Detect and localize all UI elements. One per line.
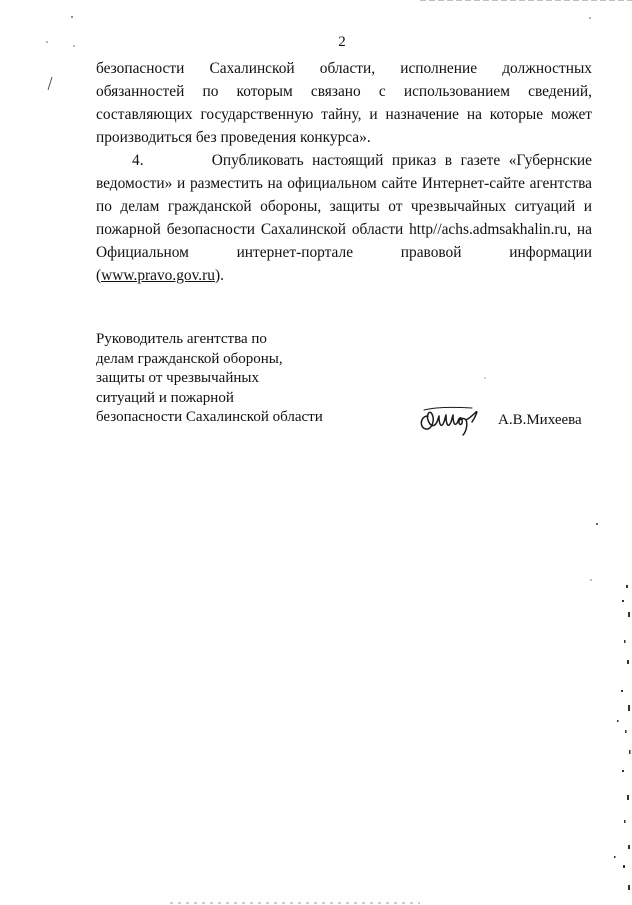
signatory-title-line: безопасности Сахалинской области [96, 409, 323, 425]
handwritten-signature [416, 402, 490, 436]
paragraph-text: безопасности Сахалинской области, исполнение должностных обязанностей по которым связано с использованием сведений, составляющих государственную тайну, и назначение на которые может производиться без проведения конкурса». [96, 60, 592, 146]
paragraph-continuation [96, 57, 592, 149]
pravo-gov-link[interactable]: www.pravo.gov.ru [101, 267, 215, 284]
signer-name: А.В.Михеева [498, 412, 582, 428]
signatory-title-line: Руководитель агентства по [96, 331, 267, 347]
paragraph-text: 4. Опубликовать настоящий приказ в газете «Губернские ведомости» и разместить на официальном сайте Интернет-сайте агентства по делам гражданской обороны, защиты от чрезвычайных ситуаций и пожарной безопасности Сахалинской области http//achs.admsakhalin.ru, на Официальном интернет-портале правовой информации ( [96, 152, 596, 284]
signatory-title-line: ситуаций и пожарной [96, 389, 234, 406]
paragraph-text-end: ). [214, 267, 224, 284]
paragraph-item-4 [96, 149, 596, 287]
signatory-title-block [96, 330, 323, 428]
page-number: 2 [338, 34, 346, 50]
signatory-title-line: делам гражданской обороны, [96, 350, 283, 367]
document-body [96, 57, 596, 287]
signatory-title-line: защиты от чрезвычайных [96, 370, 259, 386]
